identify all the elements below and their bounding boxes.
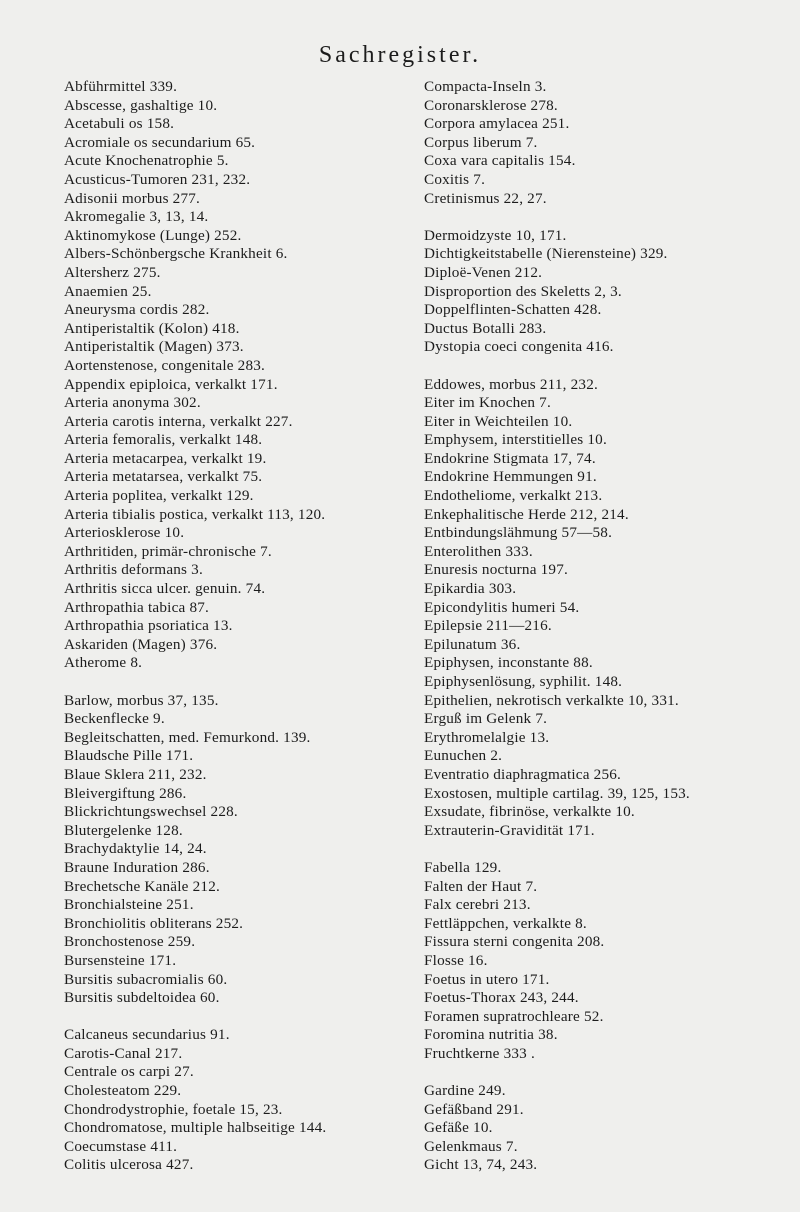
index-entry: Endokrine Hemmungen 91.	[424, 468, 597, 486]
index-entry: Chondrodystrophie, foetale 15, 23.	[64, 1100, 283, 1118]
index-entry: Epikardia 303.	[424, 580, 517, 598]
index-letter-group	[424, 78, 780, 208]
index-entry: Epiphysenlösung, syphilit. 148.	[424, 673, 623, 690]
index-entry: Centrale os carpi 27.	[64, 1063, 194, 1081]
index-entry: Enuresis nocturna 197.	[424, 561, 569, 579]
index-entry: Erythromelalgie 13.	[424, 728, 550, 746]
index-entry: Arteria carotis interna, verkalkt 227.	[64, 412, 293, 430]
index-entry: Acute Knochenatrophie 5.	[64, 152, 229, 170]
index-entry: Arteria poplitea, verkalkt 129.	[64, 487, 254, 505]
index-entry: Enterolithen 333.	[424, 542, 533, 560]
index-entry: Carotis-Canal 217.	[64, 1044, 183, 1062]
page-title: Sachregister.	[318, 42, 482, 68]
index-letter-group	[424, 1082, 780, 1175]
index-entry: Eventratio diaphragmatica 256.	[424, 765, 622, 783]
index-entry: Epicondylitis humeri 54.	[424, 598, 580, 616]
index-entry: Ductus Botalli 283.	[424, 319, 547, 337]
index-entry: Blaudsche Pille 171.	[64, 747, 194, 765]
index-entry: Blutergelenke 128.	[64, 821, 183, 839]
index-entry: Arteria metacarpea, verkalkt 19.	[64, 449, 267, 467]
index-entry: Arthritis deformans 3.	[64, 561, 203, 579]
index-entry: Eddowes, morbus 211, 232.	[424, 375, 599, 393]
index-entry: Beckenflecke 9.	[64, 710, 165, 728]
index-letter-group	[424, 227, 780, 357]
index-entry: Eunuchen 2.	[424, 747, 503, 765]
index-entry: Gefäßband 291.	[424, 1100, 524, 1118]
index-entry: Abscesse, gashaltige 10.	[64, 96, 218, 114]
index-entry: Disproportion des Skeletts 2, 3.	[424, 282, 622, 300]
index-entry: Doppelflinten-Schatten 428.	[424, 301, 602, 319]
index-entry: Epilepsie 211—216.	[424, 617, 552, 635]
index-entry: Arthropathia tabica 87.	[64, 598, 210, 616]
index-entry: Gelenkmaus 7.	[424, 1137, 518, 1155]
index-entry: Dichtigkeitstabelle (Nierensteine) 329.	[424, 245, 668, 263]
index-entry: Epithelien, nekrotisch verkalkte 10, 331.	[424, 691, 679, 709]
index-entry: Arteria metatarsea, verkalkt 75.	[64, 468, 263, 486]
index-entry: Gicht 13, 74, 243.	[424, 1156, 538, 1174]
index-entry: Enkephalitische Herde 212, 214.	[424, 505, 629, 523]
index-entry: Fissura sterni congenita 208.	[424, 933, 605, 951]
index-entry: Bursitis subacromialis 60.	[64, 970, 228, 988]
index-entry: Dermoidzyste 10, 171.	[424, 226, 567, 244]
index-entry: Bleivergiftung 286.	[64, 784, 187, 802]
index-entry: Bronchiolitis obliterans 252.	[64, 914, 244, 932]
index-entry: Corpus liberum 7.	[424, 133, 538, 151]
index-entry: Falx cerebri 213.	[424, 896, 531, 914]
index-entry: Epilunatum 36.	[424, 635, 521, 653]
index-entry: Coronarsklerose 278.	[424, 96, 558, 114]
index-entry: Flosse 16.	[424, 951, 488, 969]
index-entry: Arthritiden, primär-chronische 7.	[64, 542, 272, 560]
index-entry: Arteria anonyma 302.	[64, 394, 201, 412]
index-entry: Albers-Schönbergsche Krankheit 6.	[64, 245, 288, 263]
index-entry: Antiperistaltik (Kolon) 418.	[64, 319, 240, 337]
index-column-left	[64, 78, 408, 1194]
index-letter-group	[424, 376, 780, 841]
index-entry: Falten der Haut 7.	[424, 877, 538, 895]
index-entry: Blaue Sklera 211, 232.	[64, 765, 207, 783]
index-entry: Bursensteine 171.	[64, 951, 177, 969]
index-entry: Gardine 249.	[424, 1082, 506, 1100]
index-entry: Fruchtkerne 333 .	[424, 1044, 535, 1062]
index-entry: Barlow, morbus 37, 135.	[64, 691, 219, 709]
index-entry: Brechetsche Kanäle 212.	[64, 877, 220, 895]
index-entry: Fabella 129.	[424, 858, 502, 876]
index-letter-group	[64, 1026, 408, 1175]
index-entry: Arteria femoralis, verkalkt 148.	[64, 431, 263, 449]
index-entry: Aktinomykose (Lunge) 252.	[64, 226, 242, 244]
index-entry: Antiperistaltik (Magen) 373.	[64, 338, 244, 356]
index-entry: Foetus in utero 171.	[424, 970, 550, 988]
index-letter-group	[424, 859, 780, 1064]
index-letter-group	[64, 692, 408, 1008]
index-entry: Corpora amylacea 251.	[424, 115, 570, 133]
index-entry: Cretinismus 22, 27.	[424, 189, 547, 207]
index-entry: Bronchialsteine 251.	[64, 896, 194, 914]
index-entry: Aneurysma cordis 282.	[64, 301, 210, 319]
index-entry: Colitis ulcerosa 427.	[64, 1156, 194, 1174]
index-entry: Gefäße 10.	[424, 1119, 493, 1137]
index-entry: Erguß im Gelenk 7.	[424, 710, 548, 728]
index-entry: Adisonii morbus 277.	[64, 189, 201, 207]
index-entry: Dystopia coeci congenita 416.	[424, 338, 614, 356]
index-entry: Aortenstenose, congenitale 283.	[64, 356, 266, 374]
index-entry: Compacta-Inseln 3.	[424, 78, 547, 95]
index-entry: Foetus-Thorax 243, 244.	[424, 989, 579, 1007]
index-entry: Emphysem, interstitielles 10.	[424, 431, 607, 449]
index-entry: Atherome 8.	[64, 654, 143, 672]
index-entry: Cholesteatom 229.	[64, 1082, 182, 1100]
index-entry: Foromina nutritia 38.	[424, 1026, 558, 1044]
index-entry: Exostosen, multiple cartilag. 39, 125, 153.	[424, 784, 690, 802]
index-letter-group	[64, 78, 408, 673]
index-entry: Coxa vara capitalis 154.	[424, 152, 576, 170]
index-entry: Braune Induration 286.	[64, 858, 210, 876]
index-column-right	[424, 78, 780, 1194]
index-entry: Appendix epiploica, verkalkt 171.	[64, 375, 278, 393]
index-entry: Bursitis subdeltoidea 60.	[64, 989, 220, 1007]
index-entry: Brachydaktylie 14, 24.	[64, 840, 207, 858]
index-entry: Eiter im Knochen 7.	[424, 394, 551, 412]
index-entry: Entbindungslähmung 57—58.	[424, 524, 613, 542]
index-entry: Eiter in Weichteilen 10.	[424, 412, 573, 430]
index-entry: Coxitis 7.	[424, 170, 486, 188]
index-entry: Fettläppchen, verkalkte 8.	[424, 914, 587, 932]
index-entry: Askariden (Magen) 376.	[64, 635, 218, 653]
index-entry: Endokrine Stigmata 17, 74.	[424, 449, 596, 467]
index-entry: Exsudate, fibrinöse, verkalkte 10.	[424, 803, 635, 821]
index-entry: Arthropathia psoriatica 13.	[64, 617, 233, 635]
index-entry: Blickrichtungswechsel 228.	[64, 803, 238, 821]
index-entry: Endotheliome, verkalkt 213.	[424, 487, 603, 505]
index-entry: Abführmittel 339.	[64, 78, 178, 95]
index-entry: Arteria tibialis postica, verkalkt 113, 120.	[64, 505, 326, 523]
index-entry: Epiphysen, inconstante 88.	[424, 654, 593, 672]
index-entry: Anaemien 25.	[64, 282, 152, 300]
index-entry: Chondromatose, multiple halbseitige 144.	[64, 1119, 327, 1137]
index-entry: Acromiale os secundarium 65.	[64, 133, 256, 151]
index-entry: Bronchostenose 259.	[64, 933, 196, 951]
index-entry: Extrauterin-Gravidität 171.	[424, 821, 595, 839]
index-entry: Coecumstase 411.	[64, 1137, 178, 1155]
index-entry: Diploë-Venen 212.	[424, 263, 543, 281]
index-entry: Altersherz 275.	[64, 263, 161, 281]
index-entry: Foramen supratrochleare 52.	[424, 1007, 604, 1025]
index-entry: Acetabuli os 158.	[64, 115, 175, 133]
index-entry: Begleitschatten, med. Femurkond. 139.	[64, 728, 311, 746]
index-entry: Acusticus-Tumoren 231, 232.	[64, 170, 251, 188]
index-entry: Akromegalie 3, 13, 14.	[64, 208, 209, 226]
index-entry: Arthritis sicca ulcer. genuin. 74.	[64, 580, 266, 598]
index-entry: Arteriosklerose 10.	[64, 524, 185, 542]
index-entry: Calcaneus secundarius 91.	[64, 1026, 230, 1044]
